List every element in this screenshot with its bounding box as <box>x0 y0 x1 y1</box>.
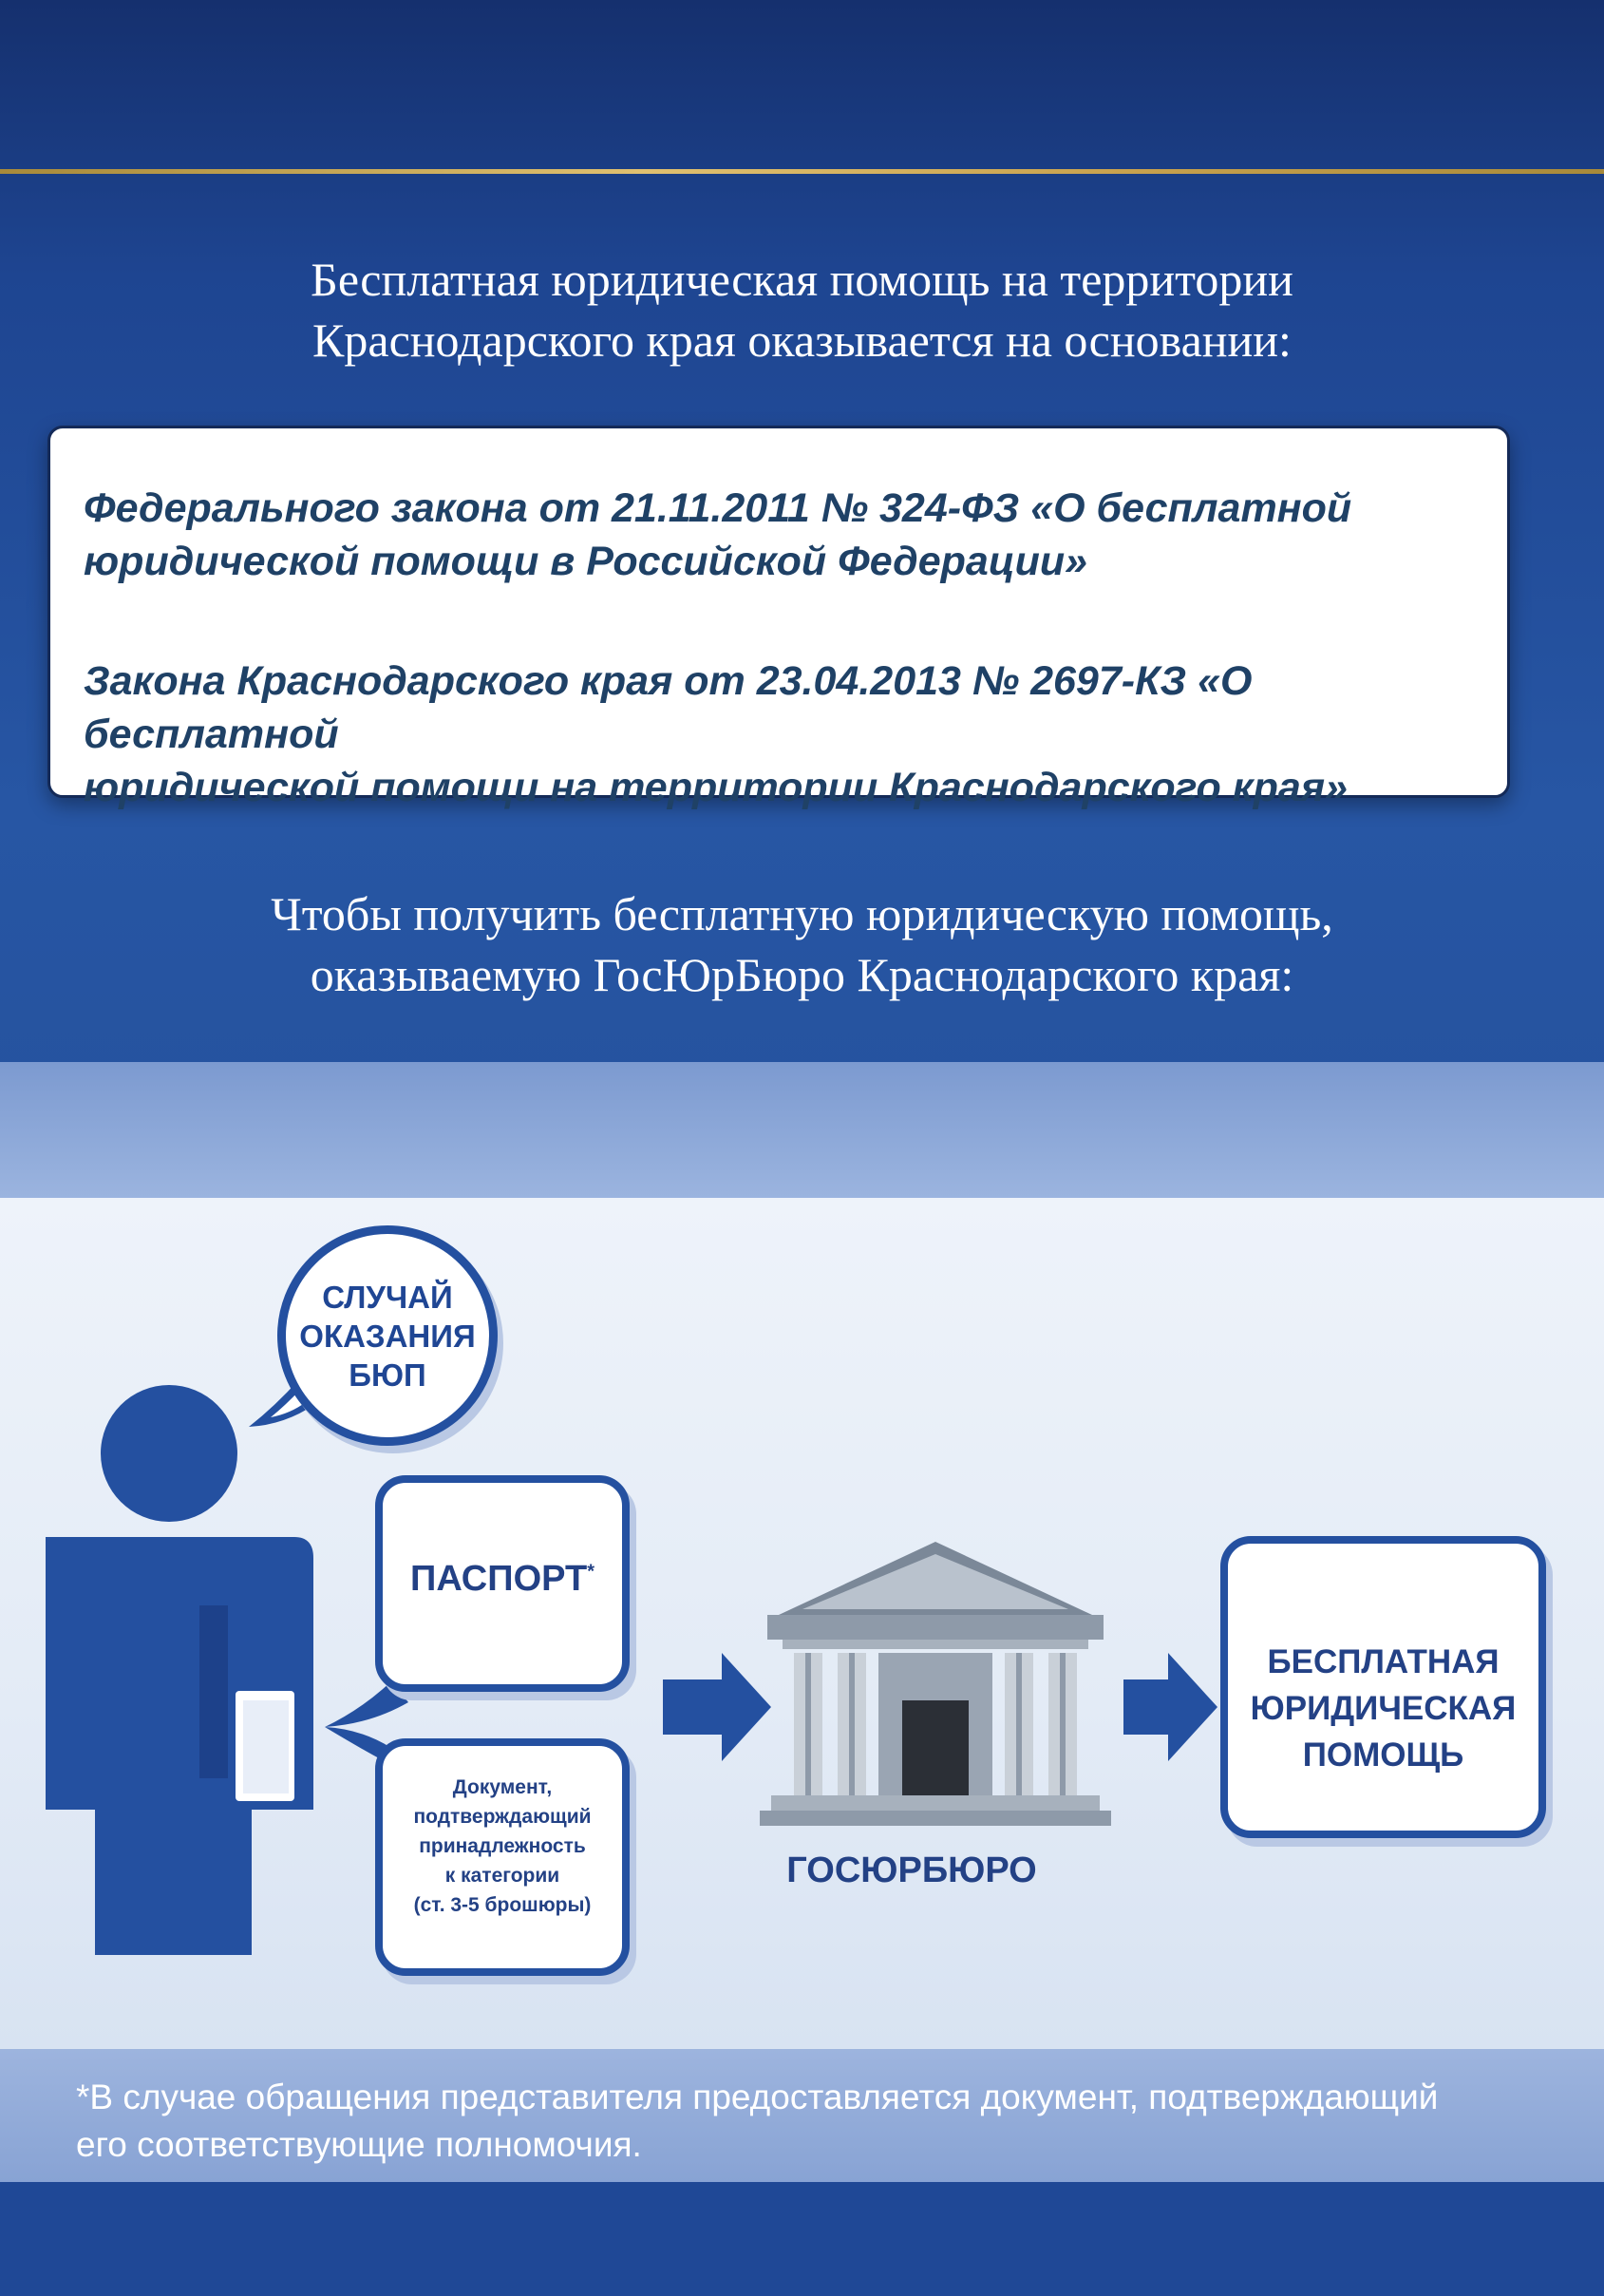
how-to-heading-line: Чтобы получить бесплатную юридическую помощь, <box>271 887 1333 940</box>
footnote-line: его соответствующие полномочия. <box>76 2125 642 2164</box>
intro-heading-line: Краснодарского края оказывается на основании: <box>312 313 1292 367</box>
courthouse-icon <box>760 1542 1111 1826</box>
doc-line: к категории <box>444 1865 560 1887</box>
result-line: ЮРИДИЧЕСКАЯ <box>1250 1690 1517 1727</box>
category-document-card <box>375 1738 630 1976</box>
result-text <box>1228 1639 1538 1778</box>
passport-label-text: ПАСПОРТ <box>410 1559 588 1599</box>
bubble-line: СЛУЧАЙ <box>322 1279 453 1315</box>
doc-line: принадлежность <box>419 1835 586 1857</box>
passport-card <box>375 1475 630 1692</box>
law-line: юридической помощи в Российской Федерации» <box>84 539 1088 584</box>
bubble-line: ОКАЗАНИЯ <box>299 1318 476 1354</box>
law-line: юридической помощи на территории Краснодарского края» <box>84 765 1348 810</box>
bubble-line: БЮП <box>349 1357 426 1393</box>
doc-line: (ст. 3-5 брошюры) <box>413 1894 592 1916</box>
bureau-label: ГОСЮРБЮРО <box>786 1850 1037 1890</box>
person-icon <box>46 1385 313 1955</box>
intro-heading-line: Бесплатная юридическая помощь на территории <box>311 253 1293 306</box>
how-to-heading-line: оказываемую ГосЮрБюро Краснодарского края: <box>310 948 1294 1001</box>
folder-icon <box>236 1691 294 1801</box>
law-line: Закона Краснодарского края от 23.04.2013 № 2697-КЗ «О бесплатной <box>84 658 1253 757</box>
passport-label <box>383 1559 622 1600</box>
free-legal-aid-result-card <box>1220 1536 1546 1838</box>
bottom-dark-strip <box>0 2182 1604 2296</box>
arrow-right-icon <box>1123 1653 1217 1761</box>
doc-line: Документ, <box>452 1776 553 1798</box>
law-line: Федерального закона от 21.11.2011 № 324-ФЗ «О бесплатной <box>84 485 1352 531</box>
legal-aid-case-bubble <box>277 1225 498 1446</box>
bubble-text <box>299 1278 475 1395</box>
doc-line: подтверждающий <box>413 1806 592 1828</box>
result-line: ПОМОЩЬ <box>1302 1736 1464 1774</box>
representative-footnote <box>76 2074 1557 2169</box>
category-document-text <box>383 1773 622 1920</box>
arrow-right-icon <box>663 1653 771 1761</box>
footnote-line: *В случае обращения представителя предоставляется документ, подтверждающий <box>76 2078 1439 2116</box>
passport-footnote-marker: * <box>587 1561 594 1583</box>
result-line: БЕСПЛАТНАЯ <box>1267 1643 1500 1680</box>
